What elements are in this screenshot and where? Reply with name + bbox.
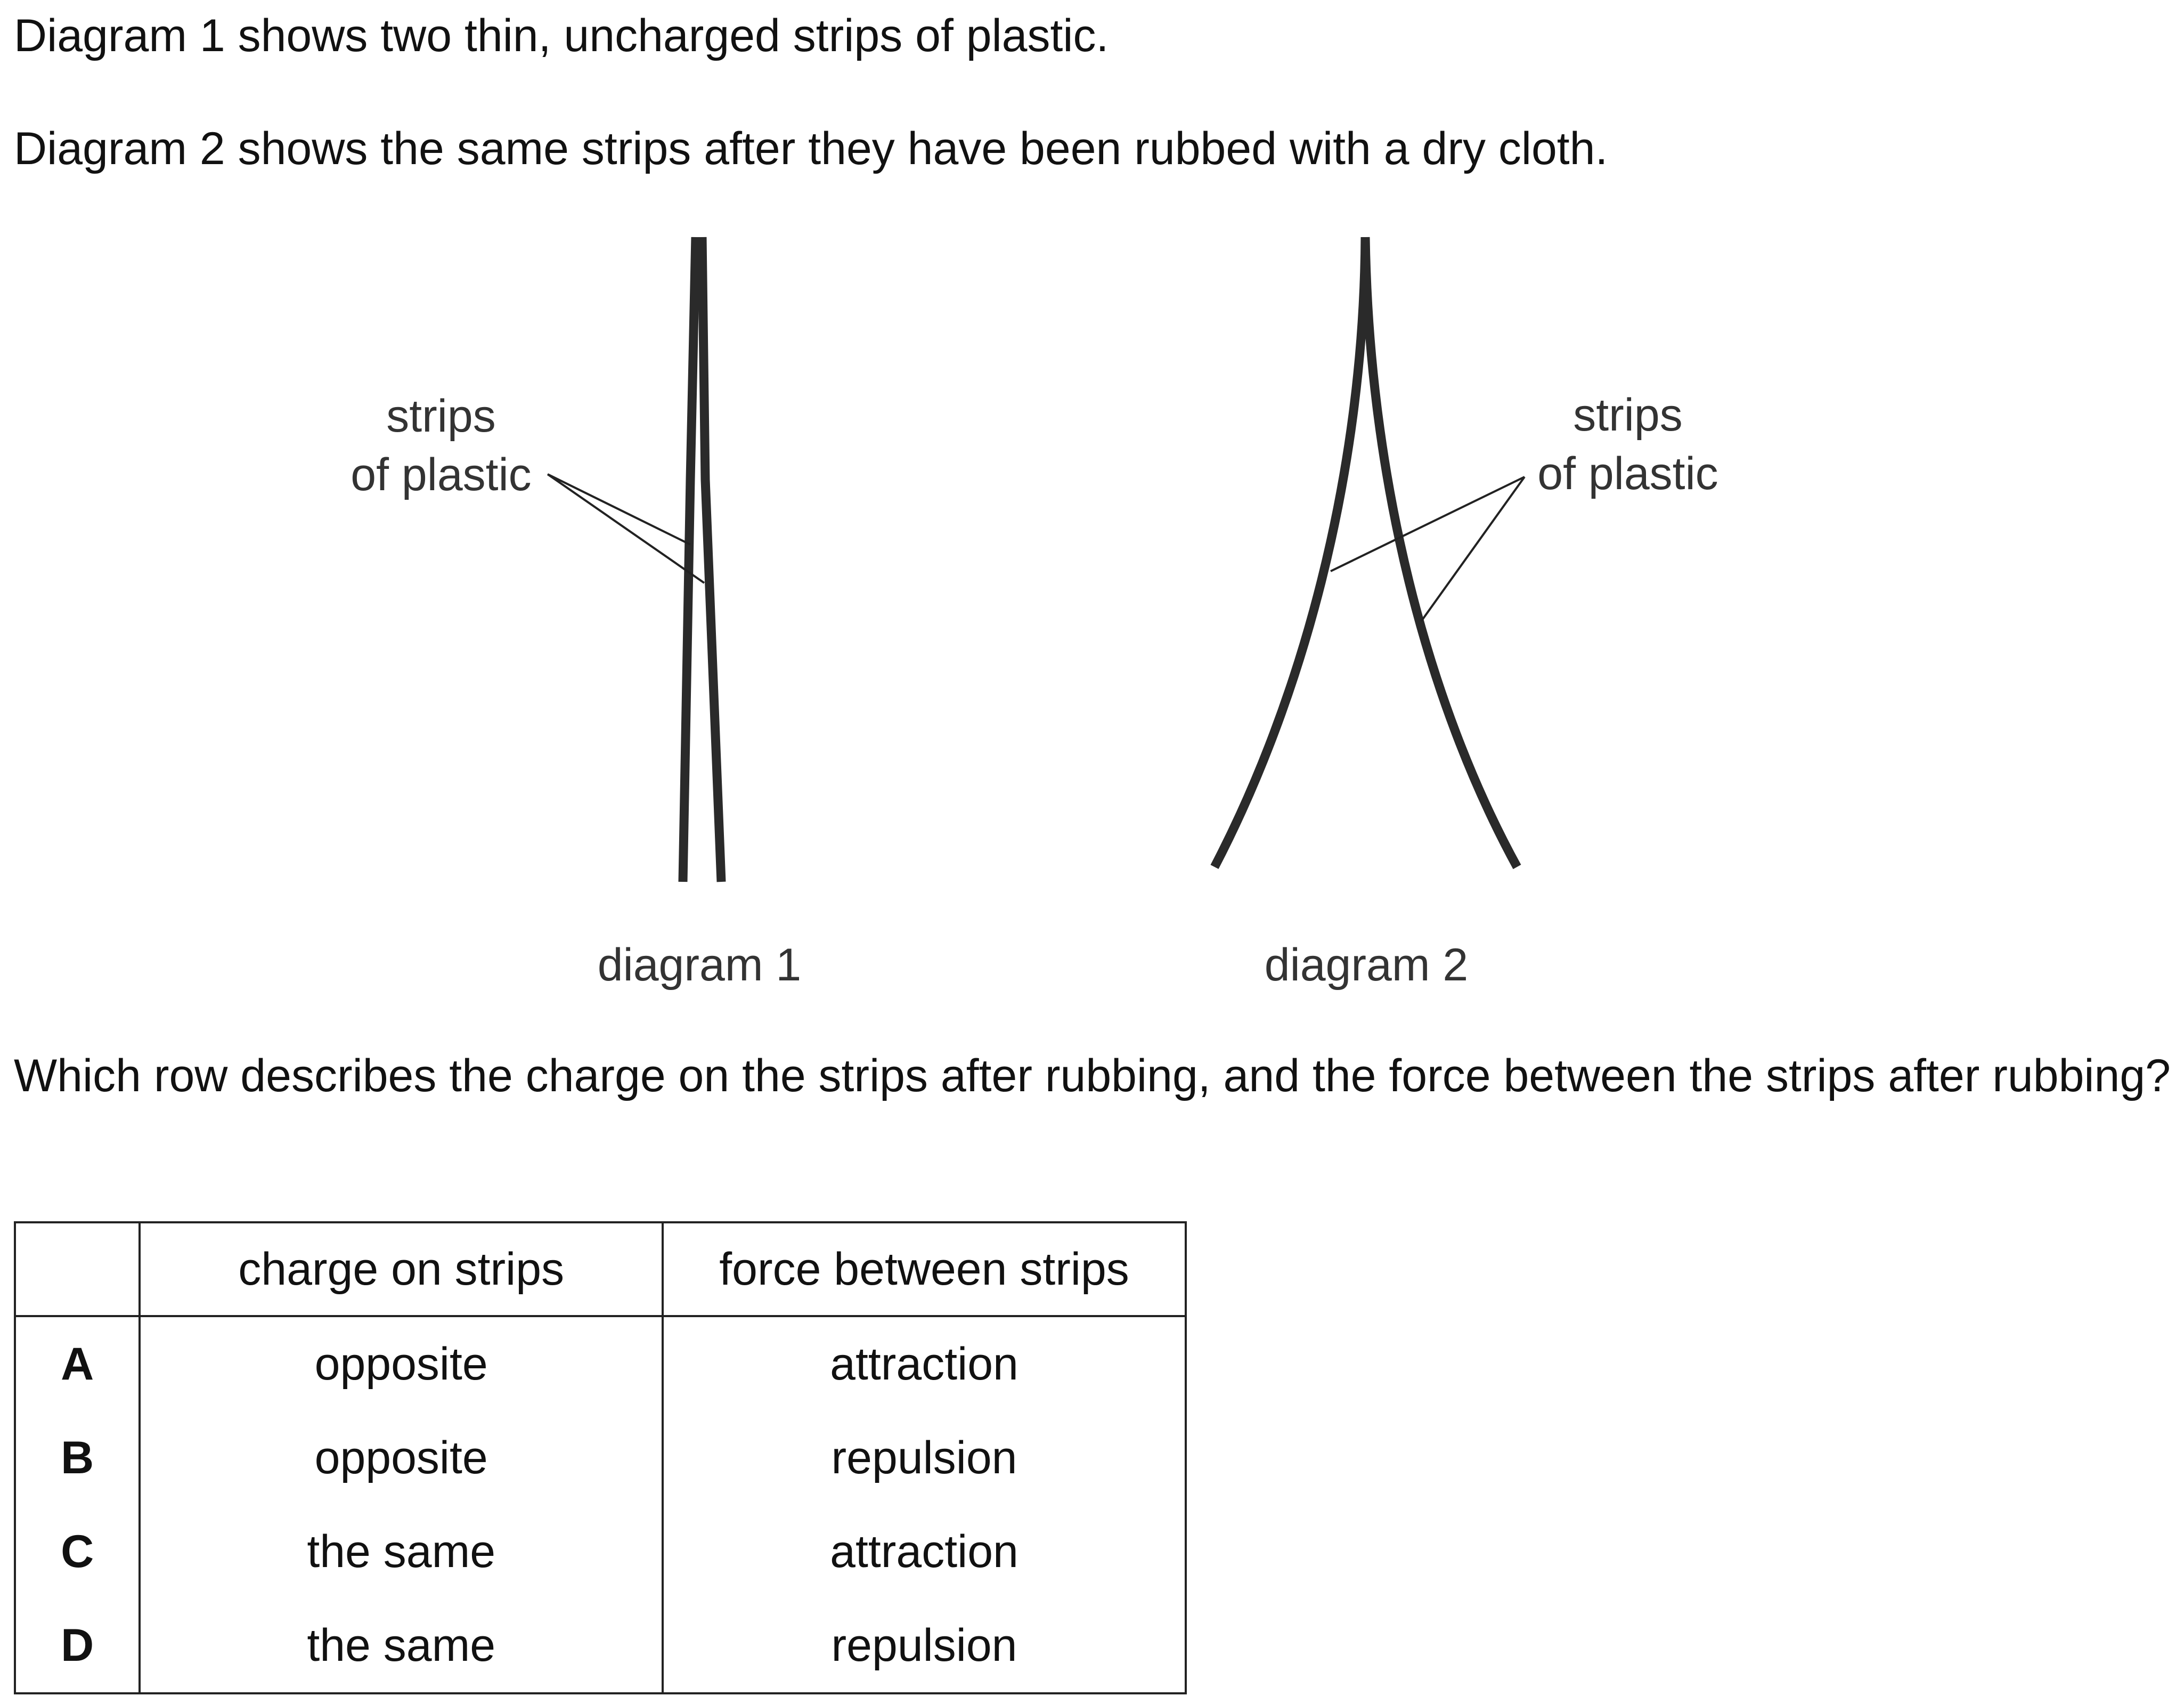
table-row (15, 1598, 1186, 1693)
diagram-2-label-strips: strips (1573, 389, 1683, 441)
row-letter: B (15, 1411, 140, 1505)
table-header-row (15, 1222, 1186, 1316)
diagram-1-caption: diagram 1 (597, 939, 802, 991)
diagram-1-strip-left (683, 237, 696, 882)
row-force: repulsion (663, 1411, 1186, 1505)
row-charge: opposite (140, 1411, 663, 1505)
diagram-2 (1215, 237, 1718, 991)
table-row (15, 1316, 1186, 1411)
table-row (15, 1411, 1186, 1505)
row-letter: A (15, 1316, 140, 1411)
row-force: repulsion (663, 1598, 1186, 1693)
diagram-1-label-of-plastic: of plastic (351, 449, 532, 500)
row-charge: opposite (140, 1316, 663, 1411)
diagram-1-label-strips: strips (386, 391, 496, 442)
intro-text-2: Diagram 2 shows the same strips after they have been rubbed with a dry cloth. (14, 123, 1608, 174)
row-charge: the same (140, 1598, 663, 1693)
diagram-1 (351, 237, 801, 991)
diagram-2-strip-right (1365, 237, 1517, 867)
diagram-2-caption: diagram 2 (1264, 939, 1469, 991)
row-charge: the same (140, 1505, 663, 1598)
diagram-2-leader-lines (1331, 477, 1525, 621)
header-force: force between strips (663, 1222, 1186, 1316)
row-force: attraction (663, 1316, 1186, 1411)
question-prompt: Which row describes the charge on the strips after rubbing, and the force between the strips after rubbing? (14, 1050, 2171, 1101)
header-letter (15, 1222, 140, 1316)
diagram-1-strip-right (702, 237, 721, 882)
row-letter: D (15, 1598, 140, 1693)
intro-text-1: Diagram 1 shows two thin, uncharged strips of plastic. (14, 10, 1109, 61)
diagram-1-leader-lines (548, 474, 704, 583)
header-charge: charge on strips (140, 1222, 663, 1316)
diagram-2-label-of-plastic: of plastic (1537, 448, 1718, 499)
answer-table (14, 1221, 1187, 1694)
row-letter: C (15, 1505, 140, 1598)
diagram-2-strip-left (1215, 237, 1365, 867)
row-force: attraction (663, 1505, 1186, 1598)
table-row (15, 1505, 1186, 1598)
